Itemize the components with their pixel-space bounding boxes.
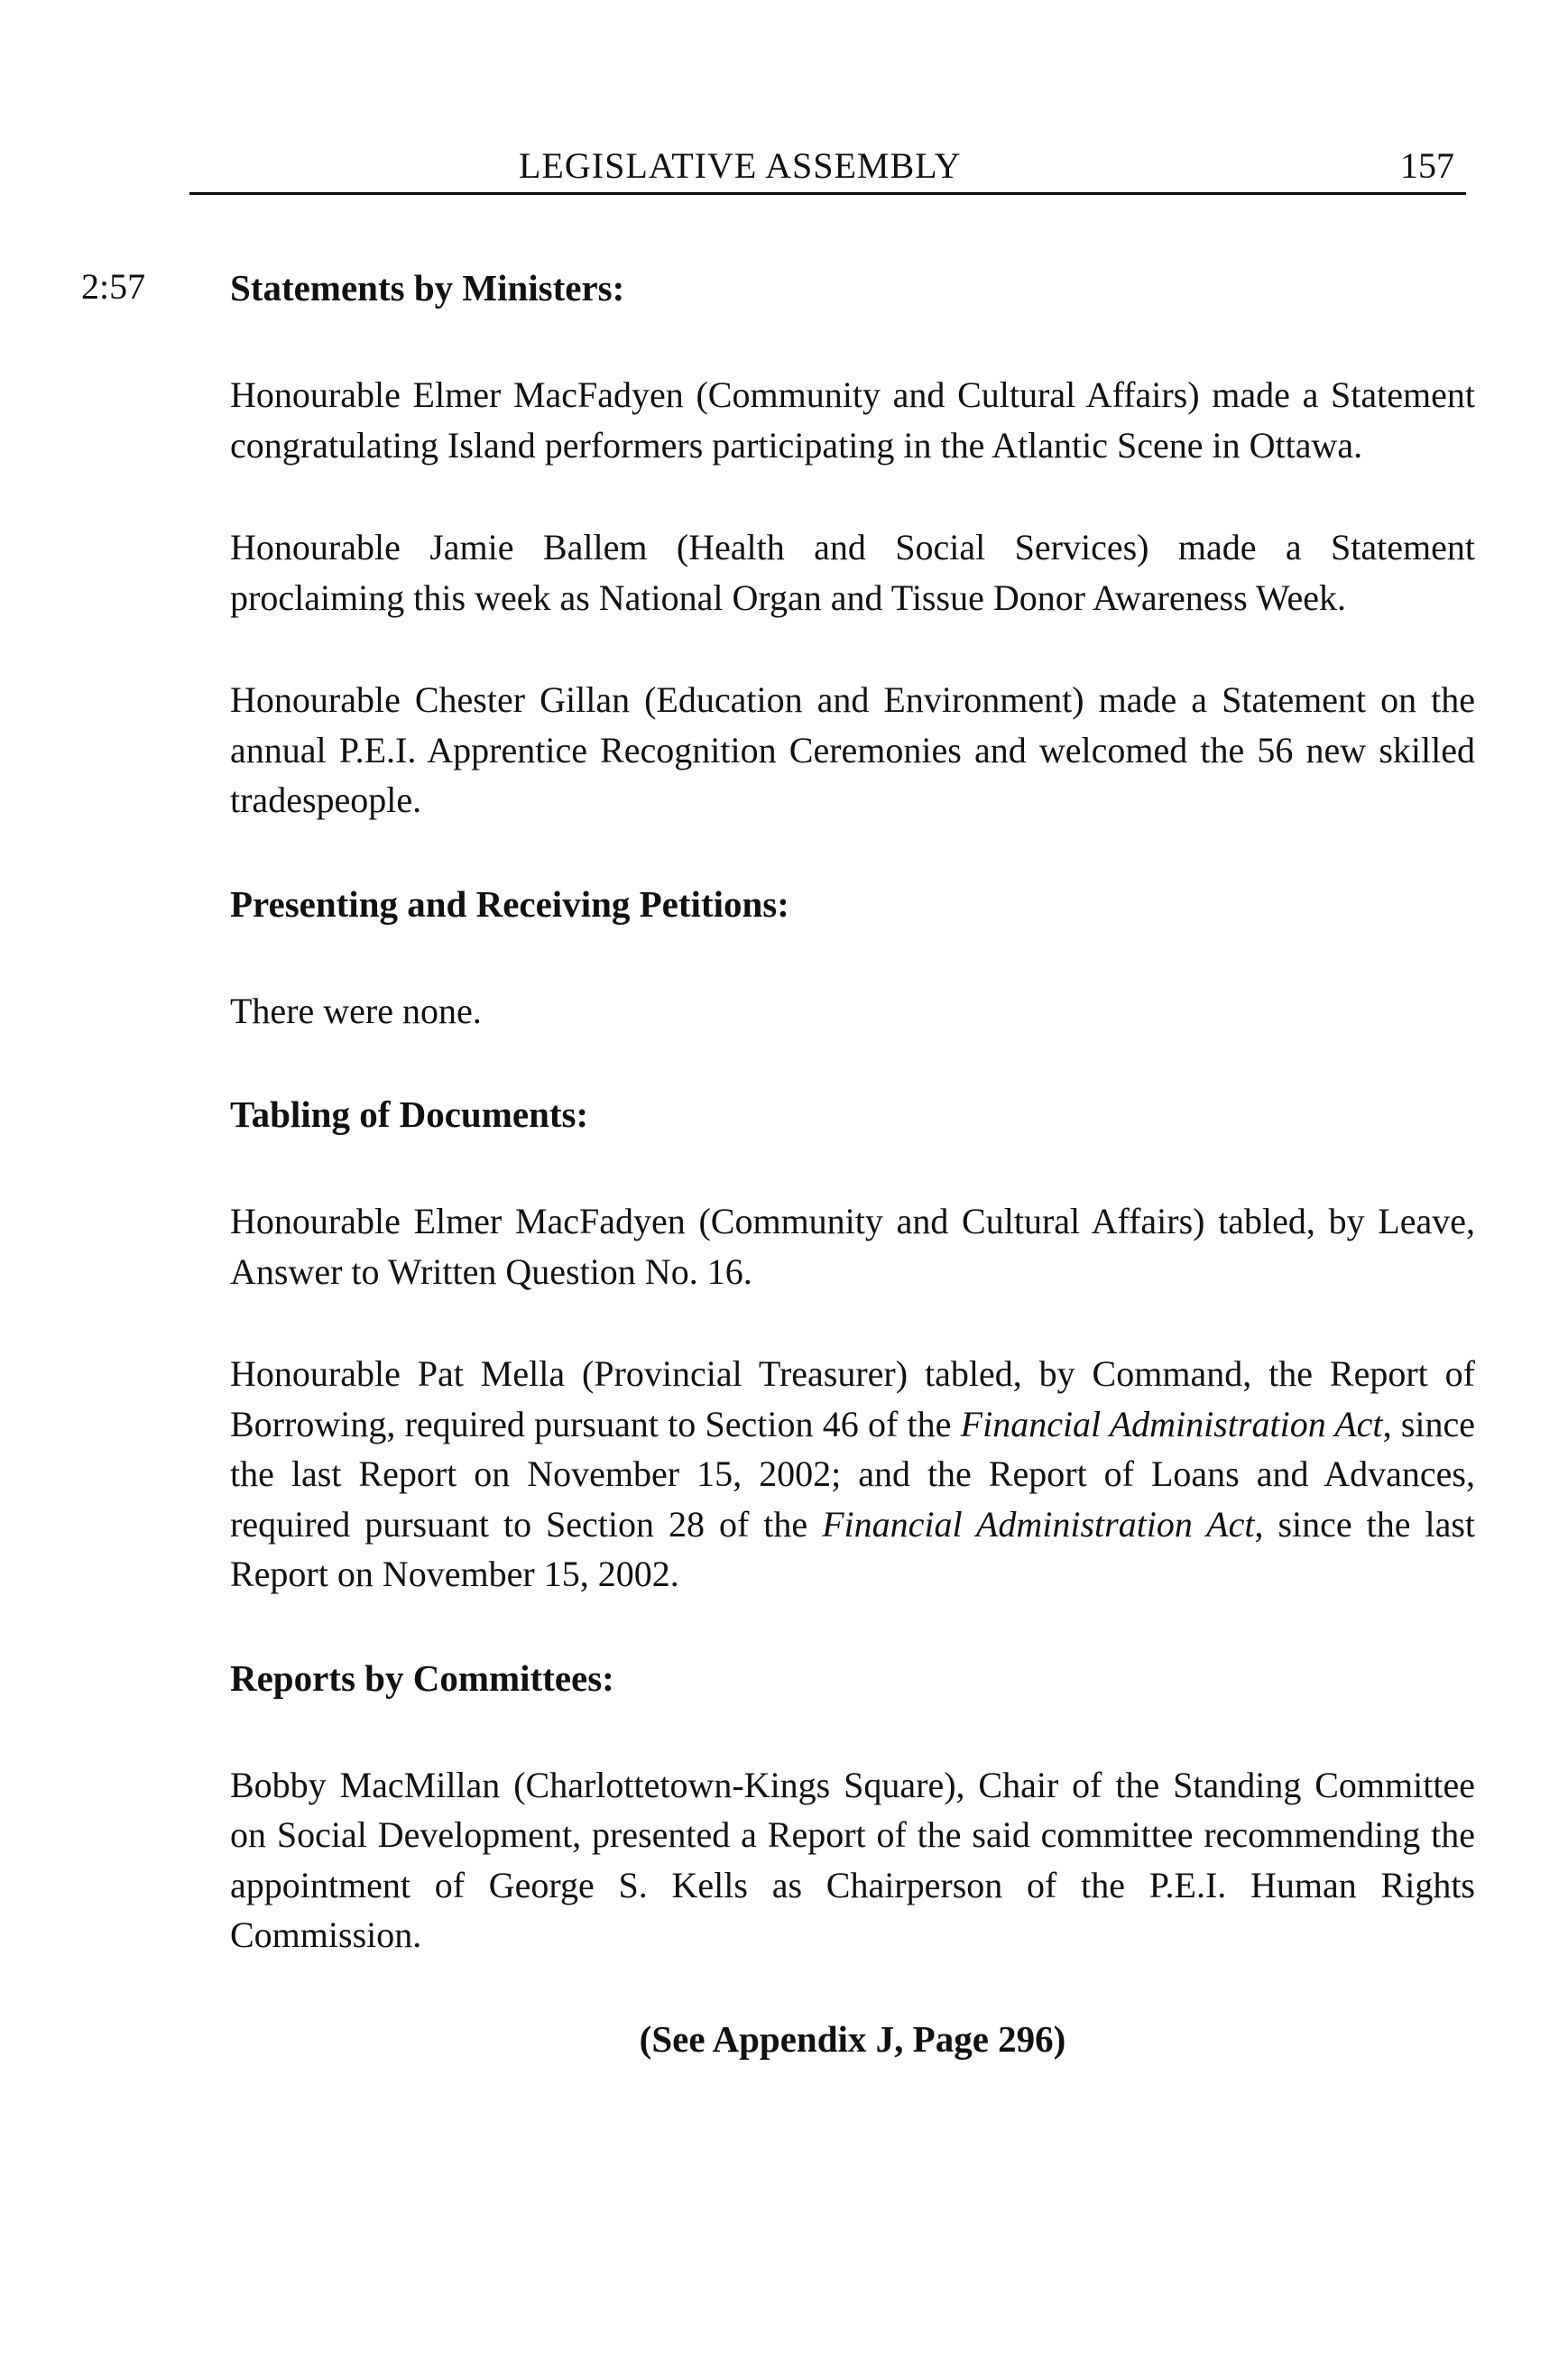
running-title: LEGISLATIVE ASSEMBLY <box>519 145 962 186</box>
running-header <box>189 144 1480 189</box>
tabling-text: , since the last Report on November 15, 2002; and the Report of Loans and Advances, required pursuant to Section 28 of the <box>230 1403 1476 1545</box>
tabling-paragraph: Honourable Elmer MacFadyen (Community and Cultural Affairs) tabled, by Leave, Answer to Written Question No. 16. <box>230 1201 1475 1292</box>
section-heading-statements: Statements by Ministers: <box>230 267 625 309</box>
statement-paragraph: Honourable Chester Gillan (Education and Environment) made a Statement on the annual P.E.I. Apprentice Recognition Ceremonies and welcomed the 56 new skilled tradespeople. <box>230 679 1475 820</box>
petitions-paragraph: There were none. <box>230 990 482 1031</box>
section-heading-petitions: Presenting and Receiving Petitions: <box>230 882 789 925</box>
committee-report-paragraph: Bobby MacMillan (Charlottetown-Kings Square), Chair of the Standing Committee on Social Development, presented a Report of the said committee recommending the appointment of George S. Kells as Chairperson of the P.E.I. Human Rights Commission. <box>230 1764 1475 1955</box>
act-title: Financial Administration Act <box>822 1503 1255 1545</box>
header-rule <box>189 192 1466 195</box>
statement-paragraph: Honourable Elmer MacFadyen (Community and Cultural Affairs) made a Statement congratulating Island performers participating in the Atlantic Scene in Ottawa. <box>230 374 1475 466</box>
time-stamp: 2:57 <box>81 266 146 307</box>
tabling-text: Honourable Pat Mella (Provincial Treasurer) tabled, by Command, the Report of Borrowing, required pursuant to Section 46 of the <box>230 1353 1475 1444</box>
statement-paragraph: Honourable Jamie Ballem (Health and Social Services) made a Statement proclaiming this week as National Organ and Tissue Donor Awareness Week. <box>230 527 1475 618</box>
page-number: 157 <box>1400 145 1454 186</box>
act-title: Financial Administration Act <box>960 1403 1383 1444</box>
appendix-reference: (See Appendix J, Page 296) <box>639 2017 1066 2060</box>
page-body <box>230 262 1475 2065</box>
section-heading-committees: Reports by Committees: <box>230 1656 614 1699</box>
tabling-text: , since the last Report on November 15, 2002. <box>230 1503 1476 1594</box>
tabling-paragraph-borrowing <box>230 1349 1475 1600</box>
section-heading-tabling: Tabling of Documents: <box>230 1093 589 1135</box>
